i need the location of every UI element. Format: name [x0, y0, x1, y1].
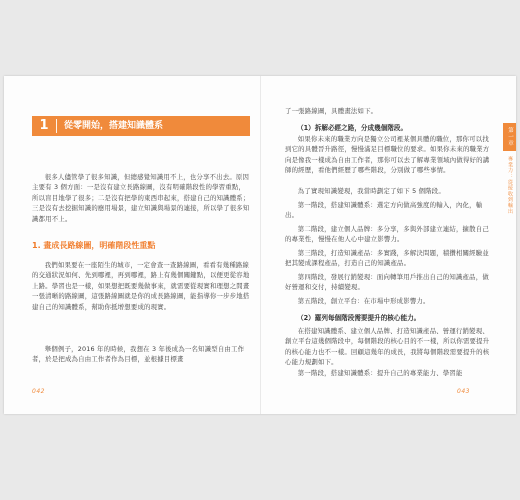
stage-5: 第五階段，創立平台：在市場中形成影響力。: [297, 297, 430, 305]
paragraph-a: 如果你未來的職業方向是獨立公司裡某個具體的職位，那你可以找到它的具體晉升路徑，慢慢滿足目標職位的要求。如果你未來的職業方向是像我一樣成為自由工作者，那你可以去了解專業領域內做得好的講師的經歷，看他們經歷了哪些階段，分別做了哪些事情。: [285, 135, 490, 175]
subheading-2: （2）羅列每個階段需要提升的核心能力。: [297, 314, 421, 322]
paragraph-d: 第一階段，搭建知識體系：提升自己的專業能力、學習能: [297, 369, 463, 377]
intro-paragraph: 很多人儘管學了很多知識，但總感覺知識用不上，也分享不出去。原因主要有 3 個方面：一是沒有建立長路線圖，沒有明確階段性的學習重點，所以盲目地學了很多；二是沒有把學的東西串起來，搭建自己的知識體系；三是沒有去挖掘知識的應用場景，建立知識與場景的連接，所以學了很多知識都用不上。: [32, 173, 250, 223]
page-number-left: 042: [32, 388, 45, 395]
right-page: [261, 76, 516, 414]
body-paragraph-2: 舉個例子，2016 年的時候，我想在 3 年後成為一名知識型自由工作者，於是把成為自由工作者作為目標，並根據目標畫: [32, 345, 245, 364]
stage-3: 第三階段，打造知識產品：多實踐，多解決問題，積攢相關經驗並把其變成課程產品，打造自己的知識產品。: [285, 249, 489, 268]
stage-2: 第二階段，建立個人品牌：多分享，多與外部建立連結，擴散自己的專業性，慢慢在他人心中建立影響力。: [285, 225, 489, 244]
chapter-side-subtitle: 專業力：從接收到輸出: [507, 156, 513, 214]
subheading-1: （1）拆解必經之路，分成幾個階段。: [297, 124, 408, 132]
book-spread: [4, 76, 516, 414]
continuation-line: 了一張路線圖，具體畫法如下。: [285, 107, 378, 115]
paragraph-c: 在搭建知識體系、建立個人品牌、打造知識產品、營運行銷變現、創立平台這幾個階段中，每個階段的核心目的不一樣，所以你需要提升的核心能力也不一樣。回顧這幾年的成長，我將每個階段需要提升的核心能力規劃如下。: [285, 327, 490, 367]
chapter-number: 1: [39, 118, 49, 133]
chapter-title: 從零開始，搭建知識體系: [64, 121, 164, 131]
body-paragraph-1: 我們如果要在一座陌生的城市，一定會查一查路線圖，看看有幾種路線的交通狀況如何、先到哪裡，再到哪裡，路上有幾個關鍵點，以便更從容地上路。學習也是一樣，如果想把既要幾做事來，就需要從現實和理想之間畫一張清晰的路線圖，這張路線圖就是你的成長路線圖，能指導你一步步地搭建自己的知識體系，幫助你抵增想要成的現實。: [32, 261, 250, 311]
stage-1: 第一階段，搭建知識體系：選定方向做高強度的輸入，內化，輸出。: [285, 201, 483, 220]
section-title: 1. 畫成長路線圖，明確階段性重點: [32, 241, 156, 250]
page-number-right: 043: [457, 388, 470, 395]
paragraph-b: 為了實現知識變現，我當時劃定了如下 5 個階段。: [297, 187, 445, 195]
stage-4: 第四階段，發展行銷變現：面向轉筆用戶推出自己的知識產品，做好營運和交付，持續變現。: [285, 273, 489, 292]
chapter-banner: [32, 116, 250, 136]
left-page: [4, 76, 260, 414]
chapter-divider: [56, 119, 57, 133]
chapter-side-tab: 第一章: [503, 123, 516, 151]
